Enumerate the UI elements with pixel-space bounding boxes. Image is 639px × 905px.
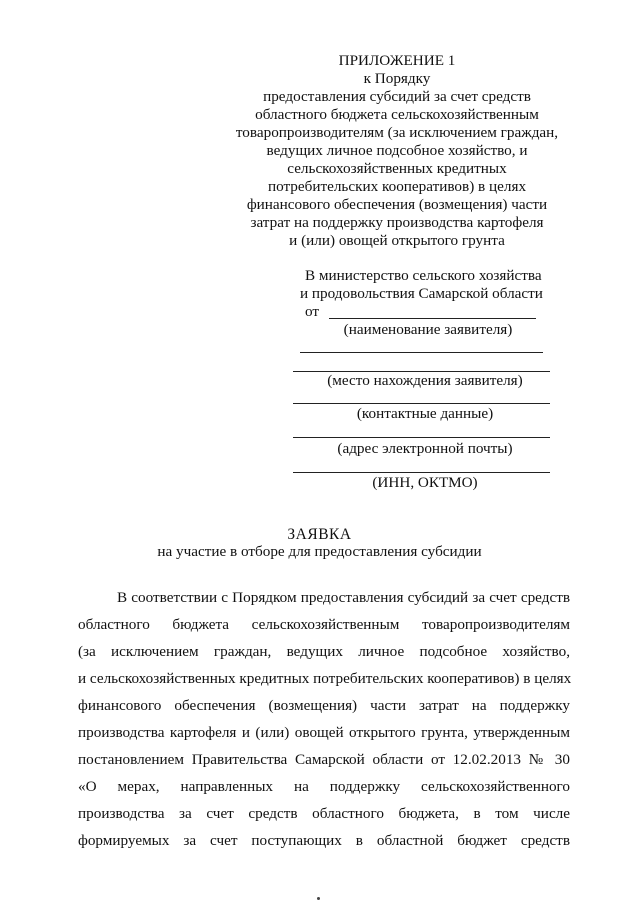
application-title: ЗАЯВКА (287, 526, 352, 543)
body-line: производства за счет средств областного бюджета, в том числе (78, 805, 570, 822)
application-subtitle: на участие в отборе для предоставления субсидии (157, 543, 482, 560)
applicant-name-line-2 (300, 352, 543, 353)
recipient-ministry: В министерство сельского хозяйства (305, 267, 542, 284)
body-line: постановлением Правительства Самарской области от 12.02.2013 № 30 (78, 751, 570, 768)
contacts-line (293, 403, 550, 404)
body-line: (за исключением граждан, ведущих личное подсобное хозяйство, (78, 643, 570, 660)
ids-line (293, 472, 550, 473)
appendix-line: товаропроизводителям (за исключением граждан, (235, 124, 559, 141)
body-line: «О мерах, направленных на поддержку сельскохозяйственного (78, 778, 570, 795)
body-line: В соответствии с Порядком предоставления субсидий за счет средств (117, 589, 570, 606)
appendix-line: затрат на поддержку производства картофеля (250, 214, 544, 231)
from-label: от (305, 303, 320, 320)
body-line: и сельскохозяйственных кредитных потребительских кооперативов) в целях (78, 670, 572, 687)
appendix-line: областного бюджета сельскохозяйственным (255, 106, 539, 123)
location-caption: (место нахождения заявителя) (327, 372, 523, 389)
applicant-name-line (329, 318, 536, 319)
appendix-line: ведущих личное подсобное хозяйство, и (266, 142, 528, 159)
appendix-line: финансового обеспечения (возмещения) части (246, 196, 548, 213)
appendix-line: и (или) овощей открытого грунта (289, 232, 505, 249)
appendix-line: к Порядку (363, 70, 431, 87)
applicant-name-caption: (наименование заявителя) (343, 321, 513, 338)
recipient-region: и продовольствия Самарской области (300, 285, 543, 302)
contacts-caption: (контактные данные) (356, 405, 494, 422)
email-caption: (адрес электронной почты) (337, 440, 513, 457)
body-line: областного бюджета сельскохозяйственным товаропроизводителям (78, 616, 570, 633)
email-line (293, 437, 550, 438)
body-line: производства картофеля и (или) овощей открытого грунта, утвержденным (78, 724, 570, 741)
appendix-line: сельскохозяйственных кредитных (287, 160, 507, 177)
ids-caption: (ИНН, ОКТМО) (372, 474, 478, 491)
appendix-line: предоставления субсидий за счет средств (263, 88, 531, 105)
body-line: формируемых за счет поступающих в областной бюджет средств (78, 832, 570, 849)
appendix-line: потребительских кооперативов) в целях (267, 178, 527, 195)
appendix-title: ПРИЛОЖЕНИЕ 1 (338, 52, 456, 69)
scan-artifact (317, 897, 320, 900)
body-line: финансового обеспечения (возмещения) части затрат на поддержку (78, 697, 570, 714)
